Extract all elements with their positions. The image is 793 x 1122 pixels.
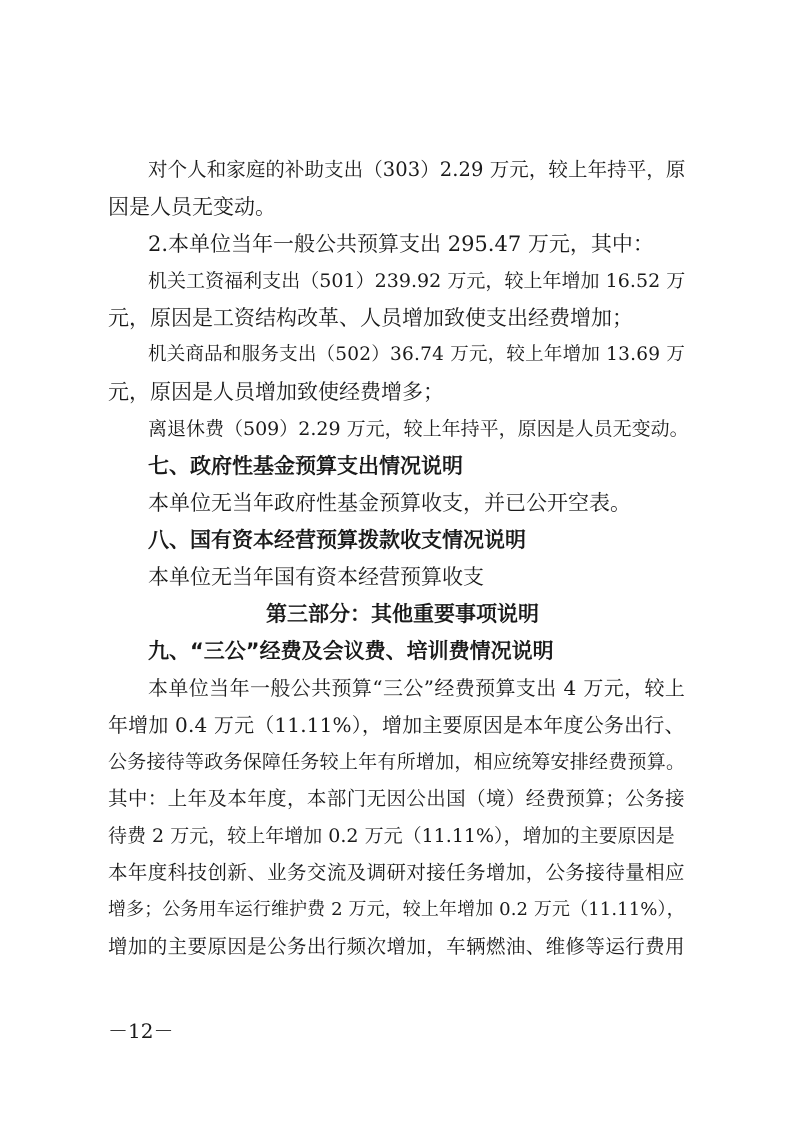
text: 增加的主要原因是公务出行频次增加，车辆燃油、维修等运行费用 — [108, 935, 685, 958]
paragraph-line — [108, 859, 685, 887]
paragraph-line — [148, 341, 685, 369]
text: 公务接待等政务保障任务较上年有所增加，相应统筹安排经费预算。 — [108, 751, 686, 773]
text: 增多；公务用车运行维护费 2 万元，较上年增加 0.2 万元（11.11%）， — [108, 899, 685, 920]
text: 本单位当年一般公共预算“三公”经费预算支出 4 万元，较上 — [148, 676, 686, 700]
paragraph-line — [108, 785, 685, 813]
text: 机关商品和服务支出（502）36.74 万元，较上年增加 13.69 万 — [148, 344, 686, 365]
part-heading: 第三部分：其他重要事项说明 — [266, 602, 539, 626]
paragraph-line: 因是人员无变动。 — [108, 195, 276, 219]
paragraph-line — [108, 896, 685, 924]
paragraph-line — [108, 822, 685, 850]
paragraph-line — [108, 711, 685, 739]
paragraph-line — [148, 156, 685, 184]
paragraph-line: 元，原因是人员增加致使经费增多； — [108, 380, 444, 404]
section-heading: 九、“三公”经费及会议费、培训费情况说明 — [148, 639, 554, 663]
paragraph-line: 元，原因是工资结构改革、人员增加致使支出经费增加； — [108, 306, 633, 330]
paragraph-line — [148, 674, 685, 702]
paragraph-line: 离退休费（509）2.29 万元，较上年持平，原因是人员无变动。 — [148, 418, 689, 440]
text: 对个人和家庭的补助支出（303）2.29 万元，较上年持平，原 — [148, 158, 686, 181]
paragraph-line: 本单位无当年政府性基金预算收支，并已公开空表。 — [148, 491, 631, 515]
section-heading: 八、国有资本经营预算拨款收支情况说明 — [148, 528, 526, 552]
text: 机关工资福利支出（501）239.92 万元，较上年增加 16.52 万 — [148, 270, 686, 292]
text: 其中：上年及本年度，本部门无因公出国（境）经费预算；公务接 — [108, 787, 685, 810]
paragraph-line: 2.本单位当年一般公共预算支出 295.47 万元，其中： — [148, 232, 654, 256]
paragraph-line — [108, 748, 685, 776]
paragraph-line: 本单位无当年国有资本经营预算收支 — [148, 565, 484, 589]
text: 年增加 0.4 万元（11.11%），增加主要原因是本年度公务出行、 — [108, 713, 685, 737]
text: 本年度科技创新、业务交流及调研对接任务增加，公务接待量相应 — [108, 861, 685, 884]
section-heading: 七、政府性基金预算支出情况说明 — [148, 454, 463, 478]
paragraph-line — [108, 933, 685, 961]
paragraph-line — [148, 267, 685, 295]
page-number: －12－ — [108, 1019, 174, 1043]
text: 待费 2 万元，较上年增加 0.2 万元（11.11%），增加的主要原因是 — [108, 825, 675, 847]
